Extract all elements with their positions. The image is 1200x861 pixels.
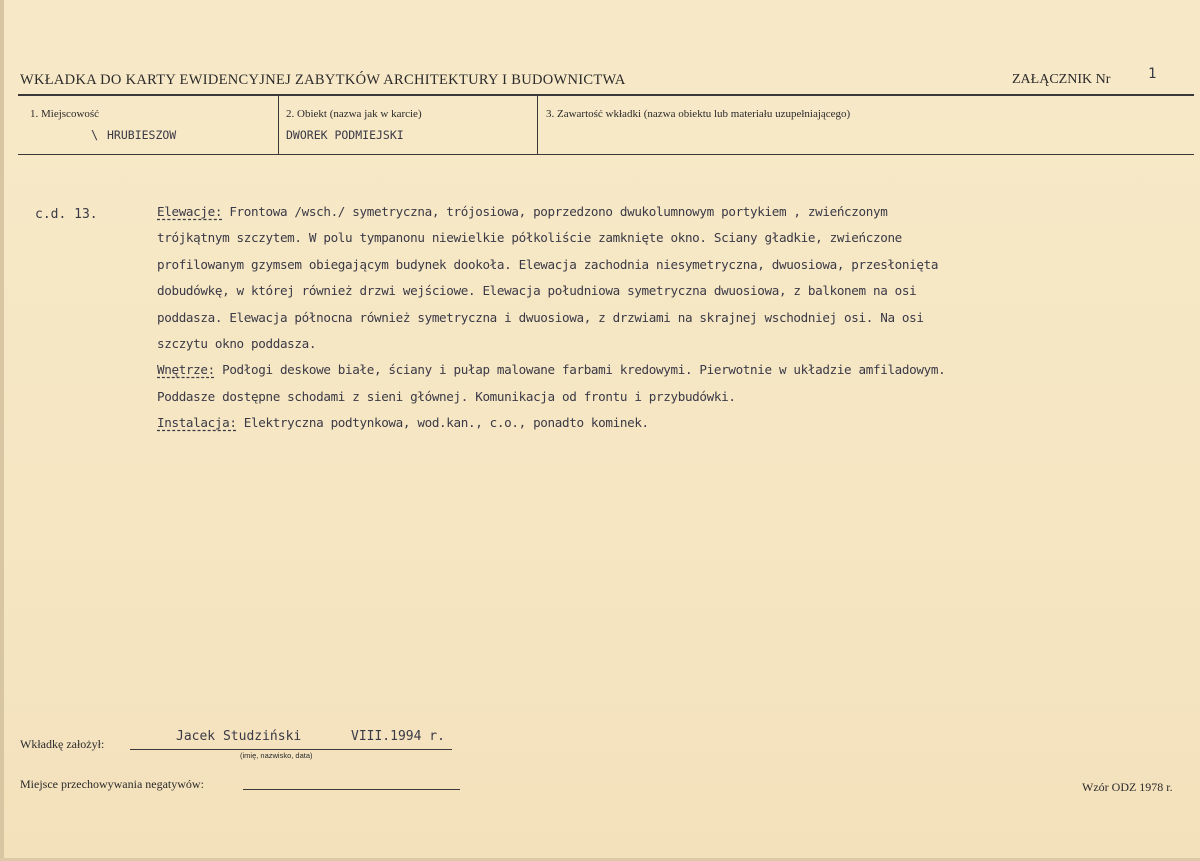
created-date: VIII.1994 r.: [351, 729, 445, 744]
line-text: trójkątnym szczytem. W polu tympanonu niewielkie półkoliście zamknięte okno. Sciany gładkie, zwieńczone: [157, 230, 902, 246]
line-text: Frontowa /wsch./ symetryczna, trójosiowa, poprzedzono dwukolumnowym portykiem , zwieńczonym: [222, 204, 888, 219]
typed-mark: \: [91, 128, 99, 142]
line-text: profilowanym gzymsem obiegającym budynek dookoła. Elewacja zachodnia niesymetryczna, dwuosiowa, przesłonięta: [157, 256, 939, 272]
header-rule-top: [18, 94, 1194, 96]
created-by-name: Jacek Studziński: [176, 729, 302, 744]
contents-label: 3. Zawartość wkładki (nazwa obiektu lub materiału uzupełniającego): [546, 108, 851, 120]
locality-value: HRUBIESZOW: [107, 128, 177, 142]
card-title: WKŁADKA DO KARTY EWIDENCYJNEJ ZABYTKÓW ARCHITEKTURY I BUDOWNICTWA: [20, 72, 626, 88]
object-label: 2. Obiekt (nazwa jak w karcie): [286, 108, 422, 120]
description-line: [157, 414, 1187, 440]
line-text: Elektryczna podtynkowa, wod.kan., c.o., ponadto kominek.: [236, 415, 649, 431]
attachment-label: ZAŁĄCZNIK Nr: [1012, 72, 1111, 87]
description-line: [157, 256, 1187, 282]
paper-edge-left: [0, 0, 4, 861]
description-line: [157, 361, 1187, 387]
form-code: Wzór ODZ 1978 r.: [1082, 780, 1173, 794]
description-body: [157, 203, 1187, 441]
continuation-reference: c.d. 13.: [35, 207, 98, 222]
line-text: dobudówkę, w której również drzwi wejściowe. Elewacja południowa symetryczna dwuosiowa, z balkonem na osi: [157, 283, 917, 299]
field-divider-1: [278, 95, 279, 154]
negatives-location-label: Miejsce przechowywania negatywów:: [20, 777, 204, 791]
section-heading-installation: Instalacja:: [157, 415, 237, 431]
description-line: [157, 229, 1187, 255]
attachment-number: 1: [1148, 66, 1157, 82]
field-divider-2: [537, 95, 538, 154]
created-by-label: Wkładkę założył:: [20, 737, 105, 751]
line-text: poddasza. Elewacja północna również symetryczna i dwuosiowa, z drzwiami na skrajnej wschodniej osi. Na osi: [157, 309, 924, 325]
line-text: szczytu okno poddasza.: [157, 335, 317, 351]
line-text: Poddasze dostępne schodami z sieni głównej. Komunikacja od frontu i przybudówki.: [157, 388, 736, 404]
description-line: [157, 282, 1187, 308]
header-rule-bottom: [18, 154, 1194, 155]
negatives-location-line: [243, 789, 460, 790]
object-value: DWOREK PODMIEJSKI: [286, 128, 404, 142]
description-line: [157, 203, 1187, 229]
description-line: [157, 388, 1187, 414]
section-heading-interior: Wnętrze:: [157, 362, 215, 378]
section-heading-elevations: Elewacje:: [157, 204, 223, 219]
line-text: Podłogi deskowe białe, ściany i pułap malowane farbami kredowymi. Pierwotnie w układzie amfiladowym.: [214, 362, 946, 378]
description-line: [157, 335, 1187, 361]
created-by-line: [130, 749, 452, 750]
description-line: [157, 309, 1187, 335]
locality-label: 1. Miejscowość: [30, 108, 100, 120]
created-by-sublabel: (imię, nazwisko, data): [240, 751, 313, 760]
